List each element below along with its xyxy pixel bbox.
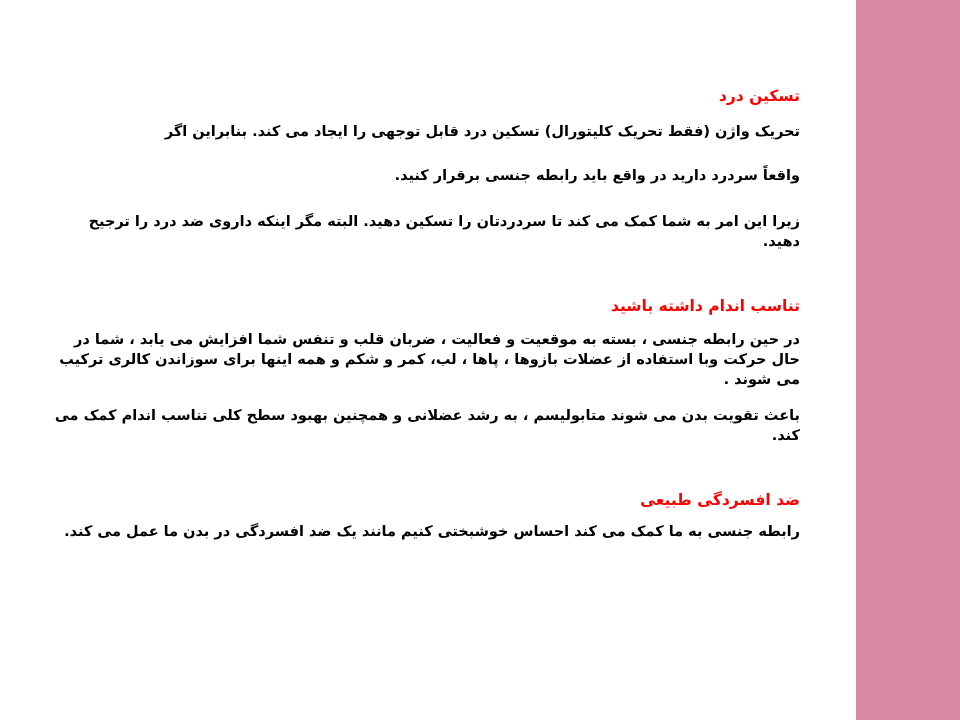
- heading-natural-antidepressant: ضد افسردگی طبیعی: [640, 491, 800, 509]
- paragraph-fitness-2: باعث تقویت بدن می شوند متابولیسم ، به رشد عضلانی و همچنین بهبود سطح کلی تناسب اندام کمک می کند.: [54, 408, 800, 444]
- paragraph-natural-antidepressant-1: رابطه جنسی به ما کمک می کند احساس خوشبختی کنیم مانند یک ضد افسردگی در بدن ما عمل می کند.: [64, 524, 800, 540]
- paragraph-pain-relief-2: واقعاً سردرد دارید در واقع باید رابطه جنسی برقرار کنید.: [394, 168, 800, 184]
- paragraph-pain-relief-1: تحریک واژن (فقط تحریک کلیتورال) تسکین درد قابل توجهی را ایجاد می کند. بنابراین اگر: [164, 124, 800, 140]
- heading-fitness: تناسب اندام داشته باشید: [611, 297, 800, 315]
- decorative-side-band: [856, 0, 960, 720]
- paragraph-pain-relief-3: زیرا این امر به شما کمک می کند تا سردردتان را تسکین دهید. البته مگر اینکه داروی ضد درد را ترجیح دهید.: [88, 214, 800, 250]
- heading-pain-relief: تسکین درد: [718, 87, 800, 105]
- paragraph-fitness-1: در حین رابطه جنسی ، بسته به موقعیت و فعالیت ، ضربان قلب و تنفس شما افزایش می یابد ، شما در حال حرکت وبا استفاده از عضلات بازوها ، پاها ، لب، کمر و شکم و همه اینها برای سوزاندن کالری ترکیب می شوند .: [59, 332, 800, 388]
